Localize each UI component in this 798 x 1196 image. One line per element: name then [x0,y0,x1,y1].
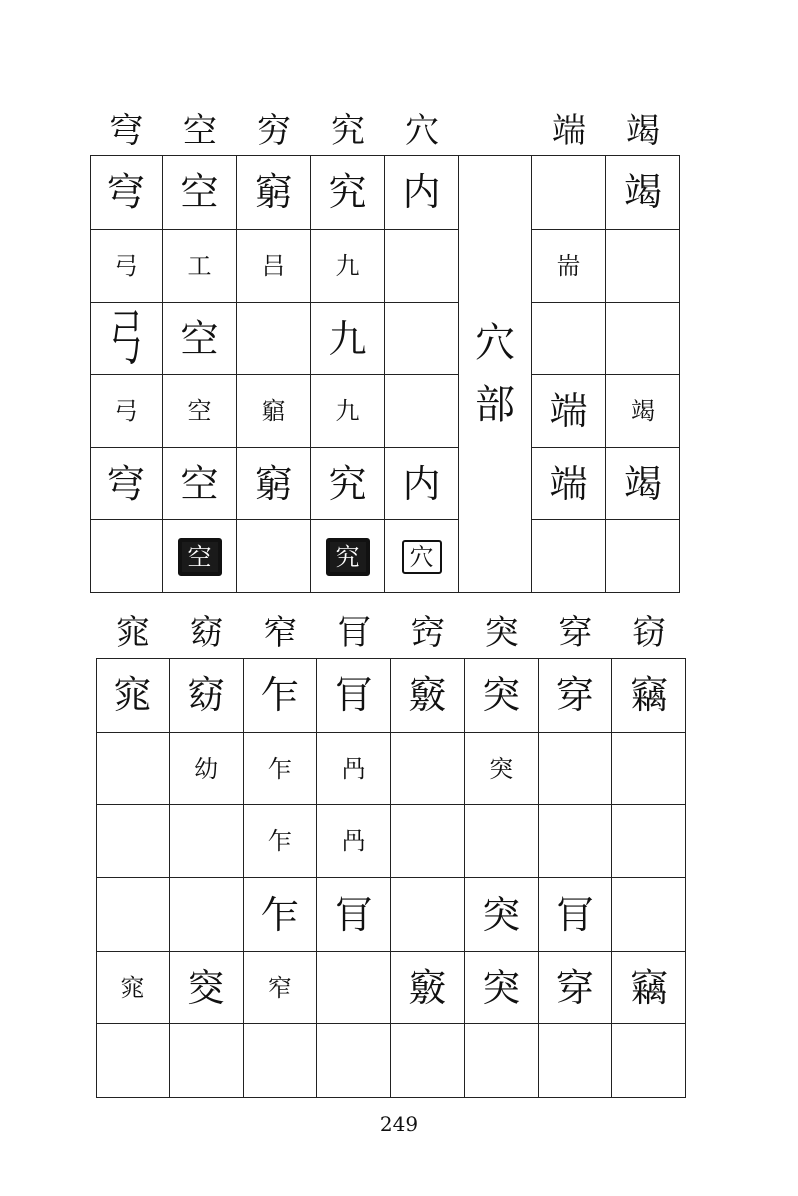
glyph: 端 [549,461,588,506]
glyph: 窕 [120,973,145,1002]
table-cell [163,375,237,448]
table-cell [90,230,163,303]
table-cell [90,520,163,593]
table-cell [244,658,318,733]
section-label-char: 穴 [475,320,515,366]
table-cell [244,952,318,1024]
header-character: 空 [183,111,217,151]
table-cell [170,733,244,805]
table-cell [532,303,606,375]
table-cell [391,733,465,805]
glyph: 乍 [260,892,299,937]
glyph: 空 [180,316,219,361]
table-cell [237,155,311,230]
glyph: 幼 [194,754,219,783]
table-cell [163,520,237,593]
glyph: 乍 [260,673,299,717]
table-cell [385,230,459,303]
table-cell [96,733,170,805]
glyph: 竅 [408,673,447,717]
glyph: 穹 [106,461,145,506]
glyph: 九 [335,252,360,280]
table-cell [163,155,237,230]
glyph: 内 [402,170,441,214]
header-character: 窄 [263,613,298,653]
table-cell [170,805,244,878]
table-cell [317,1024,391,1098]
glyph: 窮 [254,170,293,214]
glyph: 乍 [267,827,292,855]
seal-glyph: 究 [326,538,370,576]
glyph: 竭 [623,461,662,506]
glyph: 肎 [334,892,373,937]
glyph: 乍 [267,754,292,783]
table-cell [317,952,391,1024]
glyph: 冎 [341,754,366,783]
table-cell [317,805,391,878]
table-cell [96,952,170,1024]
table-cell [311,230,385,303]
table-cell [237,303,311,375]
table-cell [606,448,680,520]
glyph: 空 [180,170,219,214]
table-cell [244,805,318,878]
table-cell [532,155,606,230]
table-cell [170,952,244,1024]
table-cell [237,230,311,303]
table-cell [539,952,613,1024]
glyph: 究 [328,170,367,214]
header-character: 穷 [257,111,291,151]
glyph: 窈 [187,673,226,717]
table-cell [385,448,459,520]
table-cell [465,805,539,878]
glyph: 九 [328,316,367,361]
glyph: 窔 [187,965,226,1010]
table-cell [465,658,539,733]
table-cell [612,878,686,952]
glyph: 空 [180,461,219,506]
table-cell [606,155,680,230]
table-cell [90,375,163,448]
glyph: 弓 [114,252,138,280]
table-cell [90,448,163,520]
table-cell [96,805,170,878]
table-cell [532,230,606,303]
table-cell [311,375,385,448]
table-cell [391,805,465,878]
header-character: 穿 [558,613,593,653]
glyph: 穿 [555,673,594,717]
glyph: 窄 [267,973,292,1002]
table-cell [391,952,465,1024]
header-character: 究 [331,111,365,151]
header-character: 突 [484,613,519,653]
section-label [459,155,532,593]
header-character: 穹 [109,111,144,151]
table-cell [532,375,606,448]
table-cell [612,805,686,878]
table-cell [96,1024,170,1098]
table-cell [237,448,311,520]
seal-glyph: 穴 [402,540,442,574]
table-cell [96,658,170,733]
table-cell [532,520,606,593]
glyph: 工 [187,252,212,280]
table-cell [244,733,318,805]
table-cell [317,733,391,805]
header-character: 窍 [410,613,445,653]
table-cell [385,520,459,593]
table-cell [90,155,163,230]
table-cell [391,878,465,952]
table-cell [317,658,391,733]
table-cell [539,878,613,952]
glyph: 突 [482,892,521,937]
table-cell [465,733,539,805]
table-cell [311,155,385,230]
table-cell [465,1024,539,1098]
glyph: 竭 [623,170,662,214]
table-cell [170,878,244,952]
header-character: 端 [552,111,586,151]
glyph: 究 [328,461,367,506]
glyph: 肎 [334,673,373,717]
glyph: 吕 [261,252,286,280]
header-character: 竭 [626,111,660,151]
table-cell [96,878,170,952]
table-cell [539,658,613,733]
header-character: 窈 [189,613,224,653]
table-cell [244,1024,318,1098]
table-cell [170,1024,244,1098]
table-cell [163,303,237,375]
table-cell [311,303,385,375]
header-character: 穴 [405,111,439,151]
table-cell [539,733,613,805]
header-character: 窃 [632,613,667,653]
table-cell [385,303,459,375]
table-cell [532,448,606,520]
table-cell [612,1024,686,1098]
glyph: 空 [187,397,212,425]
table-cell [317,878,391,952]
glyph: 穹 [106,170,145,214]
table-cell [244,878,318,952]
glyph: 竆 [261,397,286,425]
table-cell [170,658,244,733]
glyph: 窕 [113,673,152,717]
table-cell [612,733,686,805]
glyph: 内 [402,461,441,506]
header-character: 窕 [115,613,150,653]
table-cell [606,230,680,303]
table-cell [311,520,385,593]
glyph: 竊 [630,965,669,1010]
glyph: 冎 [341,827,366,855]
page-number: 249 [379,1112,419,1136]
glyph: 穿 [555,965,594,1010]
glyph: 端 [549,389,588,433]
glyph: 竭 [631,397,655,425]
glyph: 九 [335,397,360,425]
table-cell [465,952,539,1024]
table-cell [539,805,613,878]
glyph: 突 [489,754,514,783]
glyph: 竊 [630,673,669,717]
table-cell [311,448,385,520]
table-cell [163,448,237,520]
seal-glyph: 空 [178,538,222,576]
table-cell [391,1024,465,1098]
table-cell [612,658,686,733]
table-cell [612,952,686,1024]
table-cell [465,878,539,952]
glyph: 耑 [556,252,581,280]
table-cell [391,658,465,733]
section-label-char: 部 [475,382,515,428]
table-cell [90,303,163,375]
glyph: 突 [482,965,521,1010]
table-cell [237,375,311,448]
table-cell [606,375,680,448]
glyph: 竅 [408,965,447,1010]
glyph: 肎 [555,892,594,937]
glyph: 窮 [254,461,293,506]
table-cell [606,303,680,375]
glyph: 弓 [114,397,138,425]
table-cell [606,520,680,593]
glyph: 突 [482,673,521,717]
glyph: 弓 [109,303,143,374]
header-character: 肎 [337,613,372,653]
table-cell [385,155,459,230]
table-cell [539,1024,613,1098]
table-cell [237,520,311,593]
table-cell [163,230,237,303]
table-cell [385,375,459,448]
